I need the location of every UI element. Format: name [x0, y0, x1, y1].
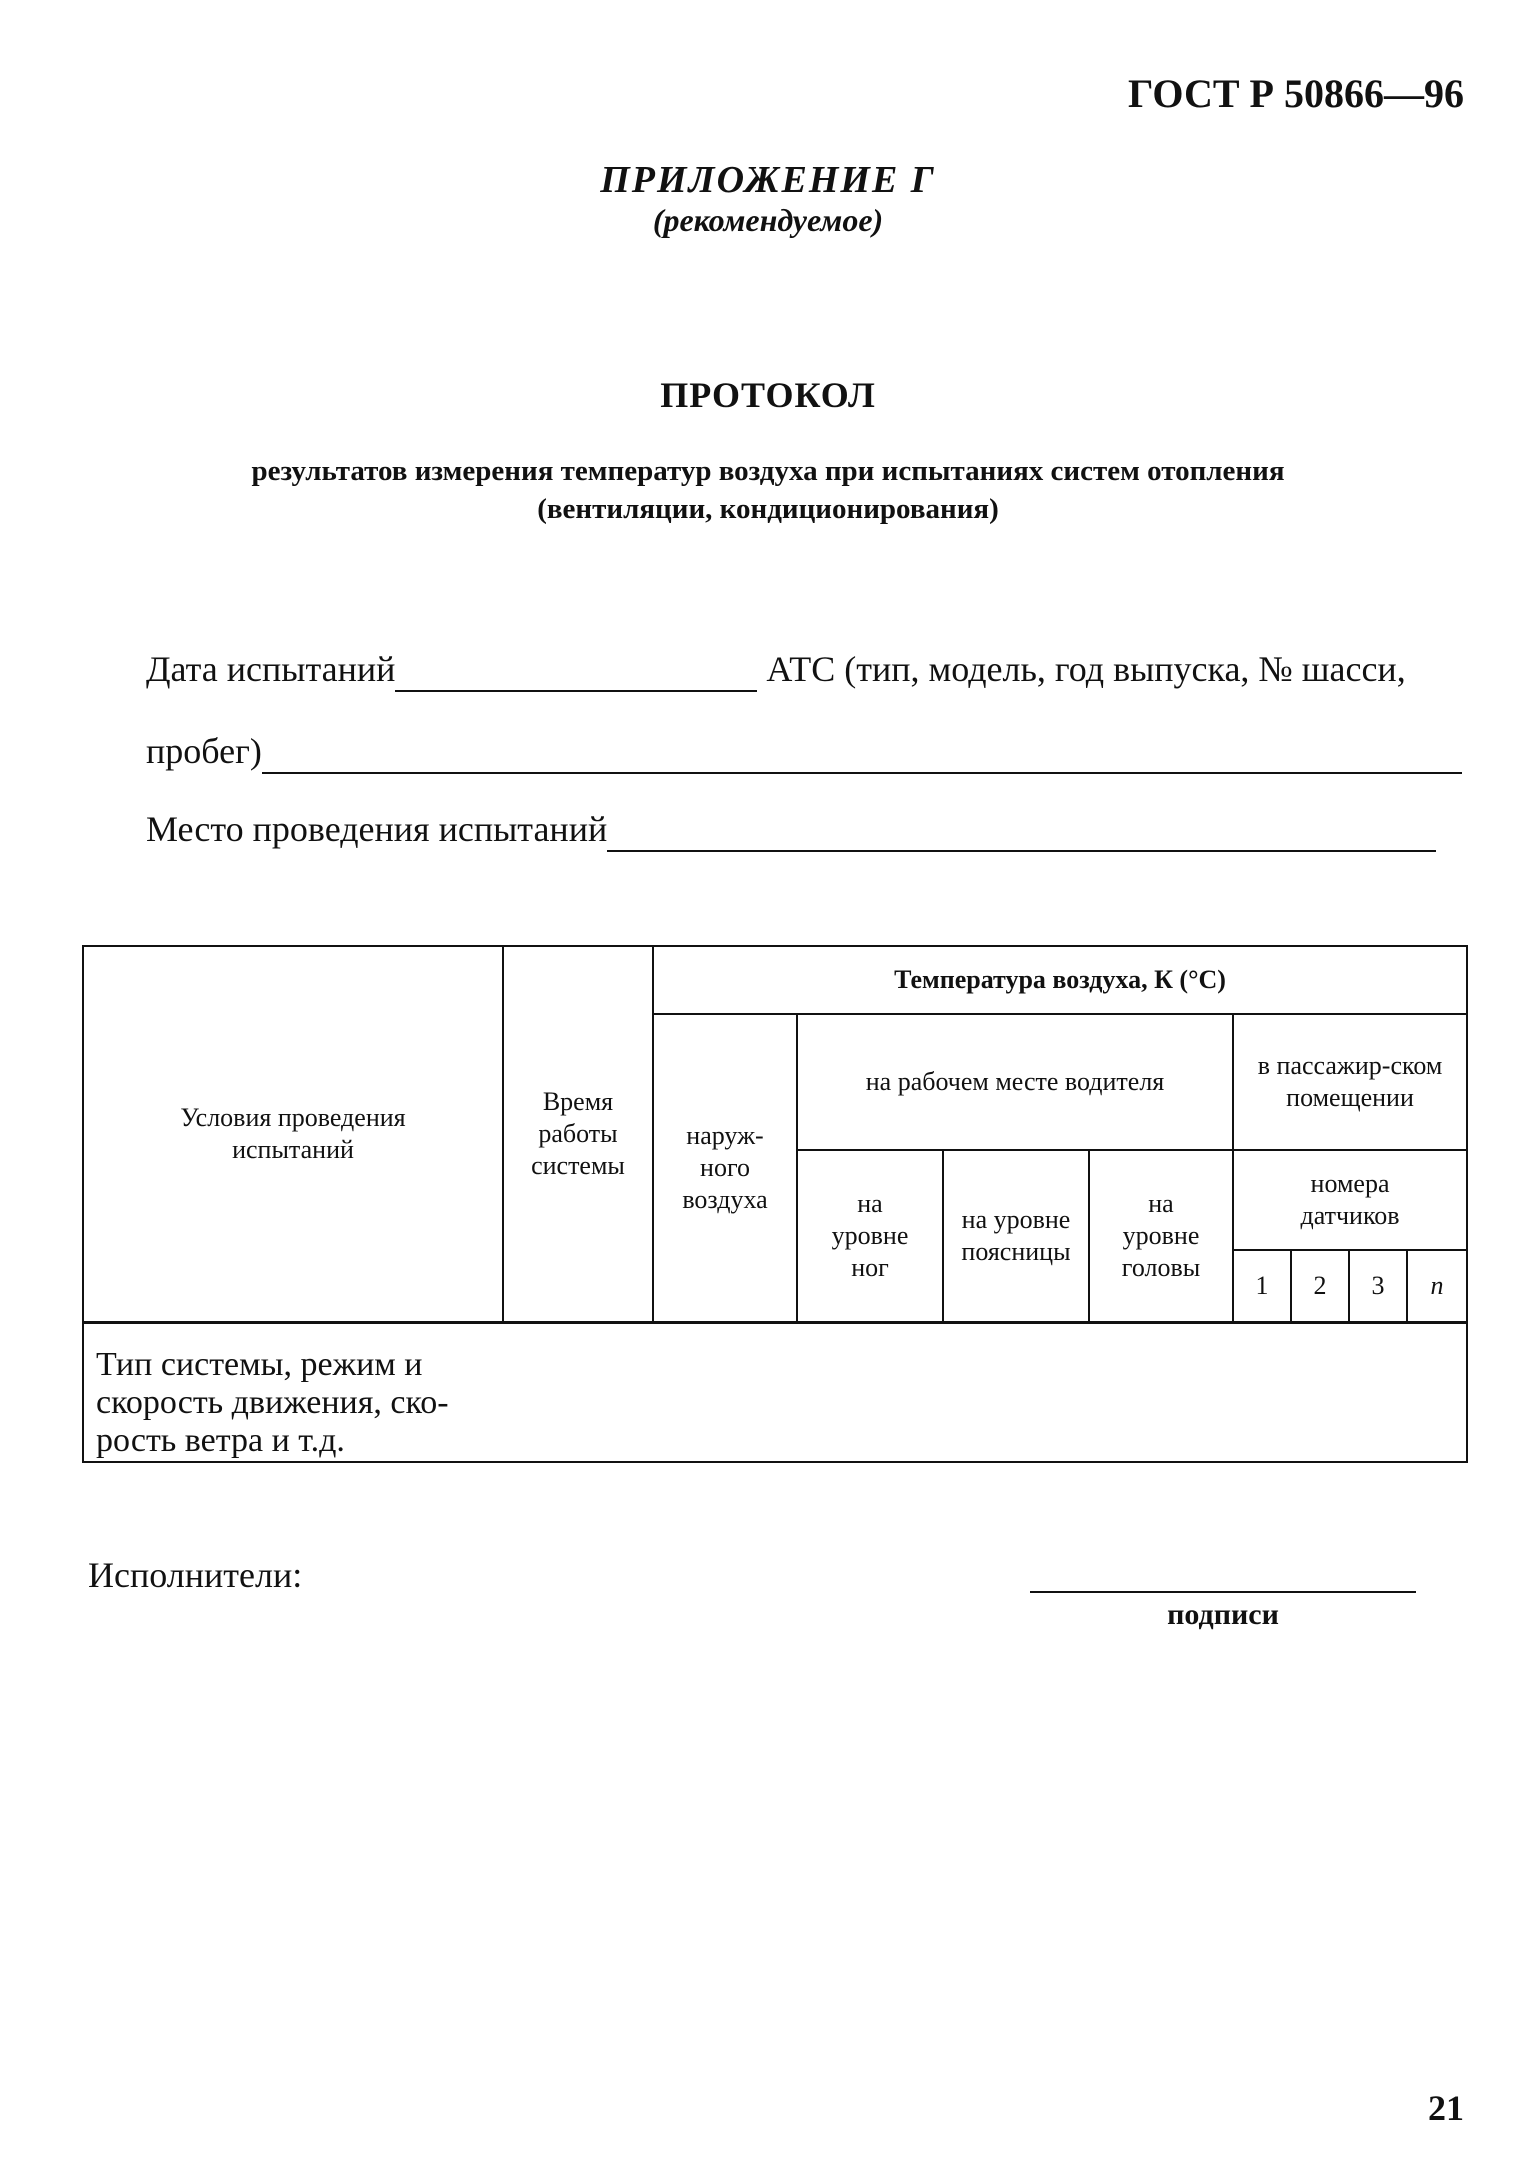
page-number: 21	[1428, 2088, 1464, 2128]
mileage-field[interactable]	[262, 730, 1462, 774]
sensor-number-3: 3	[1349, 1250, 1407, 1322]
header-system-time: Время работы системы	[503, 946, 653, 1322]
row-conditions-text: Тип системы, режим и скорость движения, ско-рость ветра и т.д.	[96, 1345, 449, 1459]
vehicle-label: АТС (тип, модель, год выпуска, № шасси,	[766, 649, 1406, 689]
header-passenger-compartment: в пассажир-ском помещении	[1233, 1014, 1467, 1150]
protocol-title: ПРОТОКОЛ	[660, 375, 876, 415]
mileage-row	[146, 730, 1462, 774]
header-legs-level: на уровне ног	[797, 1150, 943, 1322]
test-date-field[interactable]	[395, 648, 757, 692]
test-date-label: Дата испытаний	[146, 649, 396, 689]
appendix-title: ПРИЛОЖЕНИЕ Г	[600, 159, 936, 201]
header-waist-level: на уровне поясницы	[943, 1150, 1089, 1322]
results-table	[82, 945, 1468, 1463]
protocol-subtitle-line-2: (вентиляции, кондиционирования)	[537, 493, 999, 525]
test-place-field[interactable]	[607, 808, 1436, 852]
signature-caption: подписи	[1167, 1598, 1279, 1631]
header-air-temperature: Температура воздуха, К (°С)	[653, 946, 1467, 1014]
sensor-number-n: n	[1407, 1250, 1467, 1322]
executors-label: Исполнители:	[88, 1555, 303, 1595]
appendix-note: (рекомендуемое)	[652, 202, 884, 238]
header-driver-workplace: на рабочем месте водителя	[797, 1014, 1233, 1150]
mileage-label: пробег)	[146, 731, 262, 771]
signature-line[interactable]	[1030, 1591, 1416, 1593]
protocol-subtitle-line-1: результатов измерения температур воздуха при испытаниях систем отопления	[251, 455, 1285, 487]
test-date-row	[146, 648, 1406, 692]
protocol-subtitle	[150, 452, 1386, 528]
header-head-level: на уровне головы	[1089, 1150, 1233, 1322]
sensor-number-2: 2	[1291, 1250, 1349, 1322]
header-conditions: Условия проведения испытаний	[83, 946, 503, 1322]
test-place-row	[146, 808, 1436, 852]
table-row-conditions	[83, 1322, 1467, 1462]
sensor-number-1: 1	[1233, 1250, 1291, 1322]
header-outside-air: наруж-ного воздуха	[653, 1014, 797, 1322]
test-place-label: Место проведения испытаний	[146, 809, 608, 849]
header-sensor-numbers: номера датчиков	[1233, 1150, 1467, 1250]
document-code: ГОСТ Р 50866—96	[1127, 71, 1464, 116]
